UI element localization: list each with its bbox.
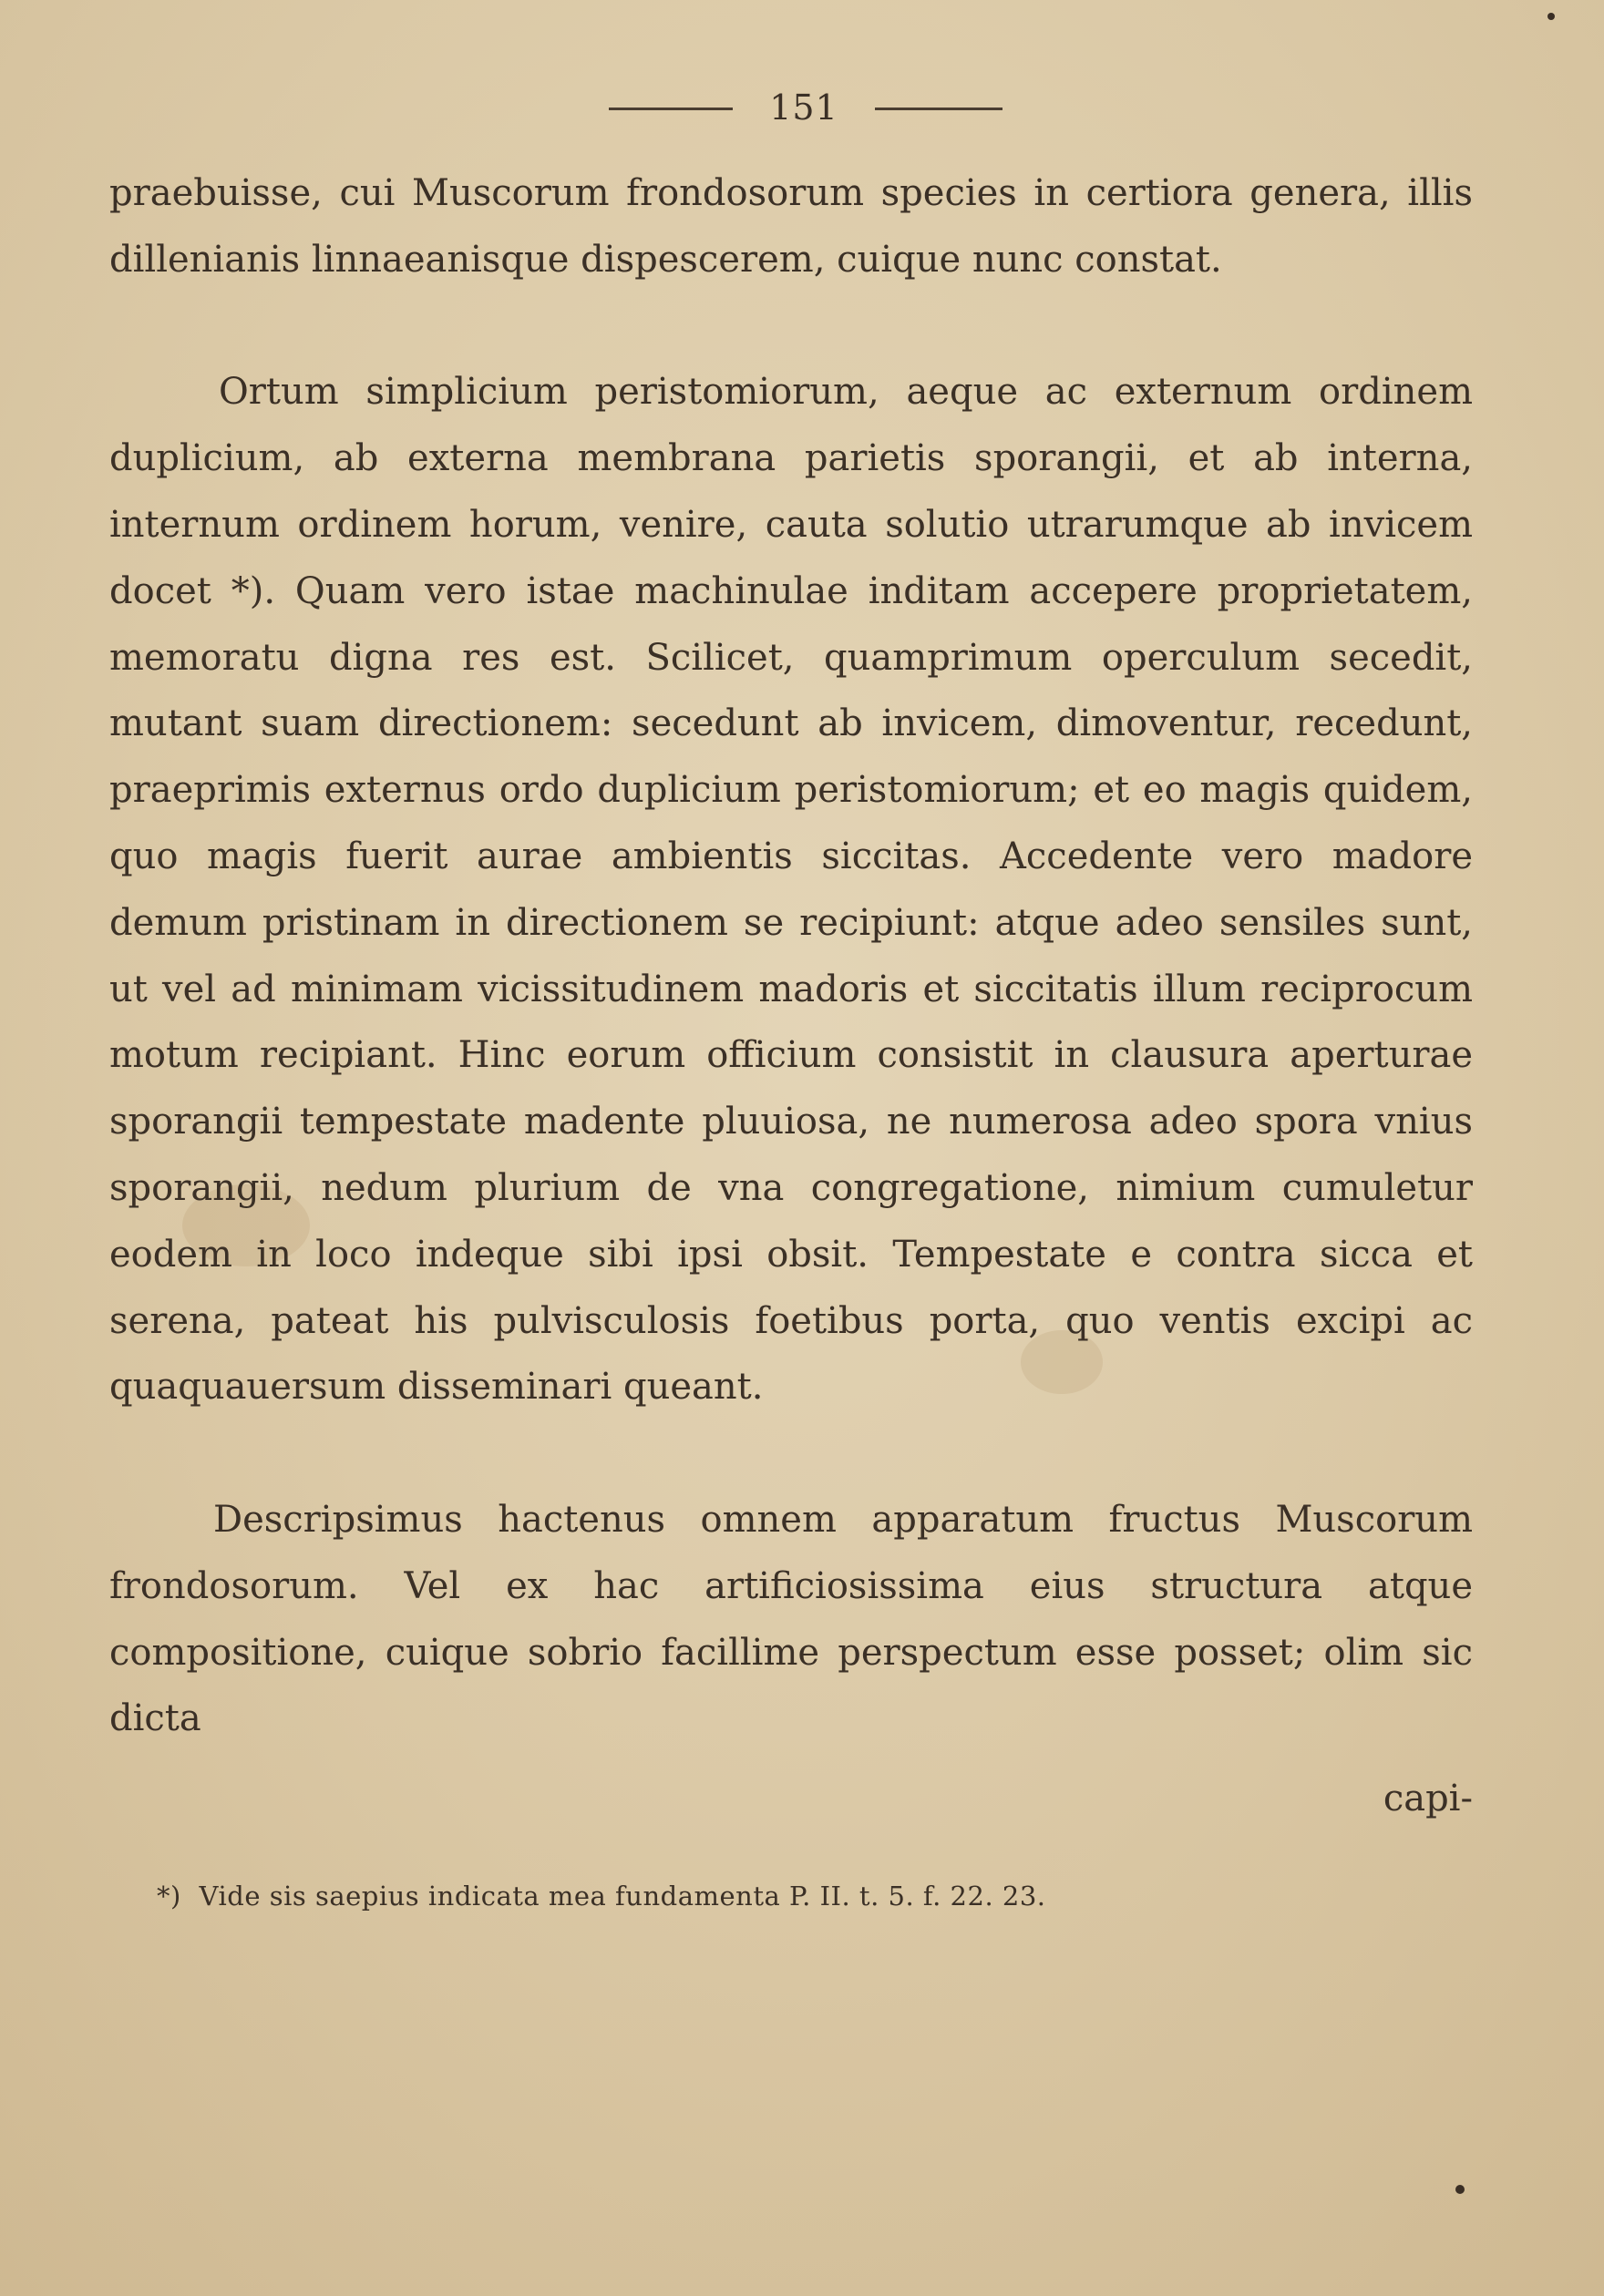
- paper-speck: [1455, 2185, 1465, 2194]
- footnote-marker: *): [157, 1881, 181, 1912]
- paragraph-peristome: Ortum simplicium peristomiorum, aeque ac externum ordinem duplicium, ab externa membrana parietis sporangii, et ab interna, internum ordinem horum, venire, cauta solutio utrarumque ab invicem docet *). Quam vero istae machinulae inditam accepere proprietatem, memoratu digna res est. Scilicet, quamprimum operculum secedit, mutant suam directionem: secedunt ab invicem, dimoventur, recedunt, praeprimis externus ordo duplicium peristomiorum; et eo magis quidem, quo magis fuerit aurae ambientis siccitas. Accedente vero madore demum pristinam in directionem se recipiunt: atque adeo sensiles sunt, ut vel ad minimam vicissitudinem madoris et siccitatis illum reciprocum motum recipiant. Hinc eorum officium consistit in clausura aperturae sporangii tempestate madente pluuiosa, ne numerosa adeo spora vnius sporangii, nedum plurium de vna congregatione, nimium cumuletur eodem in loco indeque sibi ipsi obsit. Tempestate e contra sicca et serena, pateat his pulvisculosis foetibus porta, quo ventis excipi ac quaquauersum disseminari queant.: [109, 371, 1473, 1409]
- paragraph-continued: praebuisse, cui Muscorum frondosorum species in certiora genera, illis dillenianis linnaeanisque dispescerem, cuique nunc constat.: [109, 172, 1473, 281]
- footnote: [157, 1872, 1433, 1920]
- header-rule-left: [609, 108, 733, 110]
- catchword: capi-: [1383, 1778, 1473, 1819]
- paragraph-summary: Descripsimus hactenus omnem apparatum fructus Muscorum frondosorum. Vel ex hac artificiosissima eius structura atque compositione, cuique sobrio facillime perspectum esse posset; olim sic dicta: [109, 1498, 1473, 1740]
- footnote-text: Vide sis saepius indicata mea fundamenta P. II. t. 5. f. 22. 23.: [199, 1881, 1046, 1912]
- body-text: [109, 160, 1473, 1752]
- page-number: 151: [769, 87, 838, 128]
- header-rule-right: [875, 108, 1002, 110]
- running-header: [0, 80, 1604, 135]
- paper-speck: [1547, 13, 1555, 20]
